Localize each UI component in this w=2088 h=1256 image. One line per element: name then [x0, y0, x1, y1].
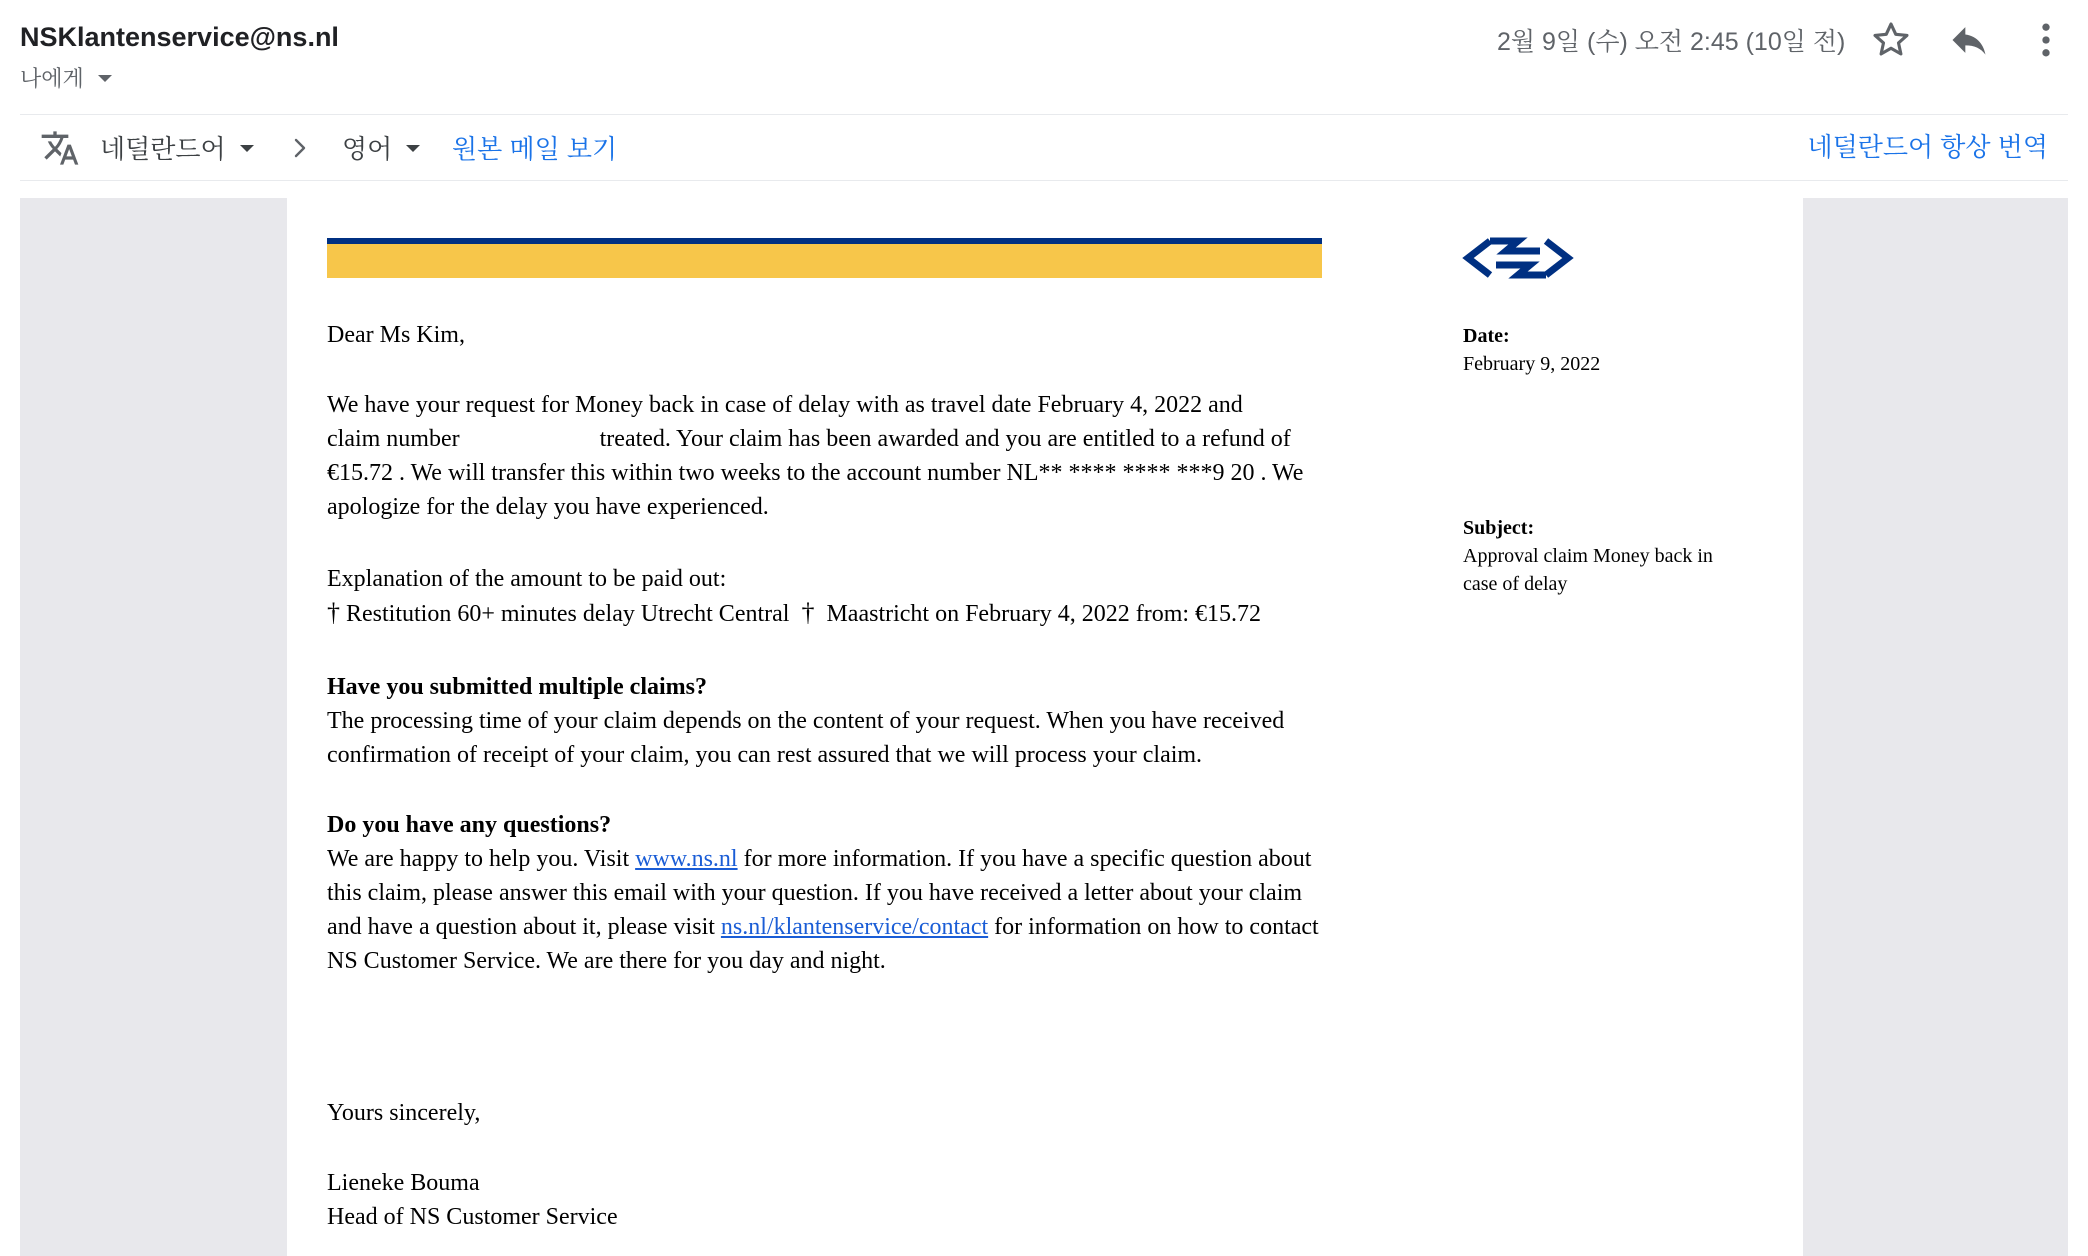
always-translate-link[interactable]: 네덜란드어 항상 번역 — [1807, 132, 2048, 162]
explanation-title: Explanation of the amount to be paid out: — [327, 566, 727, 592]
text-fragment: and have a question about it, please visit — [327, 914, 721, 940]
text-line: €15.72 . We will transfer this within two weeks to the account number NL** **** **** ***9 20 . We — [327, 460, 1304, 486]
text-fragment: We are happy to help you. Visit — [327, 846, 636, 872]
text-line — [327, 910, 1417, 944]
caret-down-icon — [98, 75, 112, 82]
more-vertical-icon[interactable] — [2024, 18, 2068, 62]
text-line: confirmation of receipt of your claim, you can rest assured that we will process your claim. — [327, 742, 1203, 768]
signer-name: Lieneke Bouma — [327, 1170, 480, 1196]
questions-section — [327, 808, 1417, 978]
text-fragment: treated. Your claim has been awarded and you are entitled to a refund of — [599, 426, 1291, 452]
contact-page-link[interactable]: ns.nl/klantenservice/contact — [720, 914, 989, 940]
greeting: Dear Ms Kim, — [327, 322, 465, 348]
subject-label: Subject: — [1463, 517, 1535, 539]
amount-explanation — [327, 562, 1417, 631]
divider — [20, 114, 2068, 115]
banner-yellow-stripe — [327, 244, 1322, 278]
source-language-label: 네덜란드어 — [100, 134, 226, 164]
translate-icon — [40, 128, 80, 168]
ns-banner — [327, 238, 1322, 278]
show-original-link[interactable]: 원본 메일 보기 — [452, 134, 618, 164]
dagger-icon: † — [327, 598, 340, 627]
target-language-label: 영어 — [342, 134, 393, 164]
text-line — [327, 422, 1417, 456]
text-fragment: for more information. If you have a specific question about — [737, 846, 1312, 872]
signer-title: Head of NS Customer Service — [327, 1204, 618, 1230]
caret-down-icon — [406, 145, 420, 152]
closing: Yours sincerely, — [327, 1100, 481, 1126]
message-body — [287, 198, 1803, 1256]
caret-down-icon — [240, 145, 254, 152]
translate-bar — [20, 118, 2068, 176]
claim-paragraph — [327, 388, 1417, 524]
date-label: Date: — [1463, 325, 1510, 347]
text-line — [327, 842, 1417, 876]
text-line: We have your request for Money back in case of delay with as travel date February 4, 2022 and — [327, 392, 1243, 418]
multiple-claims-section — [327, 670, 1417, 772]
date-value: February 9, 2022 — [1463, 353, 1601, 375]
text-fragment: for information on how to contact — [988, 914, 1319, 940]
source-language-dropdown[interactable] — [100, 129, 254, 166]
explanation-line — [327, 596, 1417, 631]
subject-line: Approval claim Money back in — [1463, 545, 1713, 567]
reply-icon[interactable] — [1947, 18, 1991, 62]
message-timestamp: 2월 9일 (수) 오전 2:45 (10일 전) — [1497, 28, 1846, 56]
section-heading: Do you have any questions? — [327, 812, 612, 838]
divider — [20, 180, 2068, 181]
star-icon[interactable] — [1869, 18, 1913, 62]
text-fragment: Maastricht on February 4, 2022 from: €15.72 — [826, 601, 1262, 627]
recipient-dropdown[interactable] — [20, 62, 112, 93]
text-line: NS Customer Service. We are there for you day and night. — [327, 948, 886, 974]
recipient-label: 나에게 — [20, 66, 84, 91]
text-line: this claim, please answer this email with your question. If you have received a letter about your claim — [327, 880, 1303, 906]
date-block — [1463, 322, 1763, 378]
signature — [327, 1166, 1417, 1234]
chevron-right-icon — [288, 132, 312, 164]
ns-logo-icon — [1460, 235, 1576, 281]
text-line: The processing time of your claim depends on the content of your request. When you have received — [327, 708, 1285, 734]
target-language-dropdown[interactable] — [342, 129, 420, 166]
dagger-icon: † — [801, 598, 815, 627]
text-line: apologize for the delay you have experienced. — [327, 494, 769, 520]
subject-block — [1463, 514, 1763, 598]
ns-website-link[interactable]: www.ns.nl — [635, 846, 738, 872]
section-heading: Have you submitted multiple claims? — [327, 674, 708, 700]
sender-address[interactable]: NSKlantenservice@ns.nl — [20, 22, 339, 52]
subject-line: case of delay — [1463, 573, 1568, 595]
text-fragment: Restitution 60+ minutes delay Utrecht Central — [346, 601, 790, 627]
claim-number-label: claim number — [327, 426, 460, 452]
